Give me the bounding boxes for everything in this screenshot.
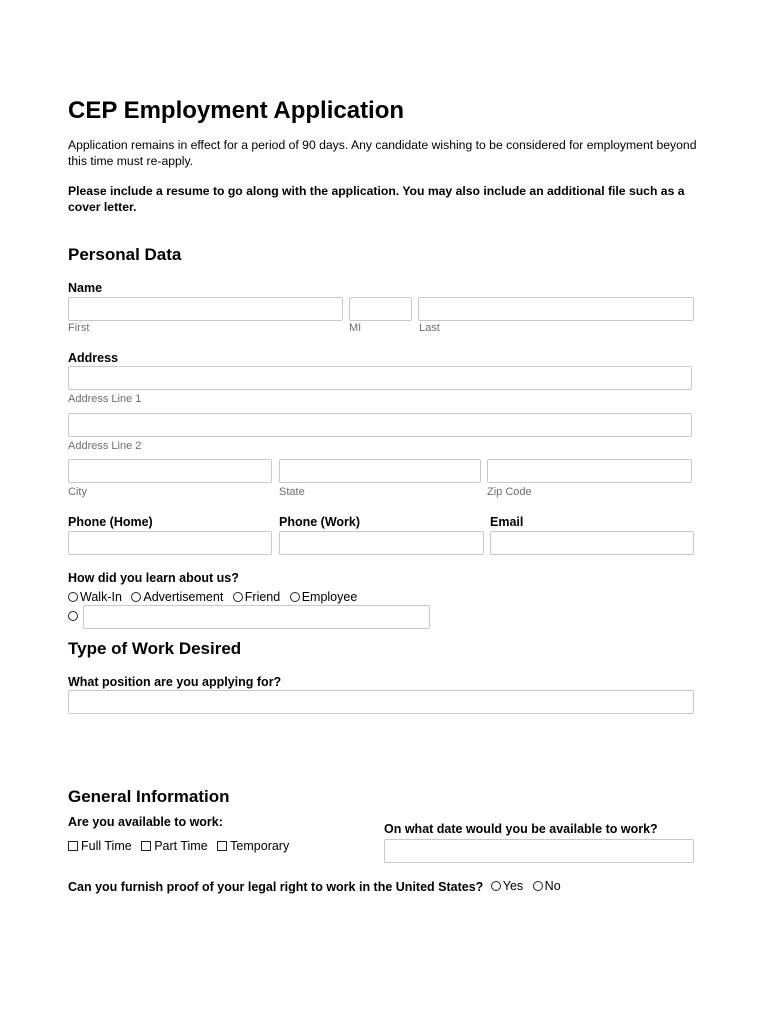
first-sublabel: First [68, 322, 90, 334]
email-input[interactable] [490, 531, 694, 555]
legal-right-row [68, 878, 567, 895]
availability-temporary[interactable]: Temporary [217, 838, 289, 854]
position-label: What position are you applying for? [68, 675, 282, 689]
phone-home-input[interactable] [68, 531, 272, 555]
resume-note: Please include a resume to go along with the application. You may also include an additional file such as a cover letter. [68, 184, 685, 214]
availability-part-time[interactable]: Part Time [141, 838, 208, 854]
address-line2-sublabel: Address Line 2 [68, 440, 142, 452]
mi-sublabel: MI [349, 322, 362, 334]
legal-option-yes[interactable]: Yes [491, 878, 523, 894]
legal-right-label: Can you furnish proof of your legal right to work in the United States? [68, 880, 484, 894]
learn-option-other-radio[interactable] [68, 611, 78, 621]
learn-option-friend[interactable]: Friend [233, 589, 280, 605]
learn-option-walk-in[interactable]: Walk-In [68, 589, 122, 605]
checkbox-icon[interactable] [68, 841, 78, 851]
learn-option-employee[interactable]: Employee [290, 589, 358, 605]
learn-about-options [68, 589, 363, 606]
address-line1-input[interactable] [68, 366, 692, 390]
middle-initial-input[interactable] [349, 297, 412, 321]
learn-option-other-input[interactable] [83, 605, 430, 629]
intro-text: Application remains in effect for a period of 90 days. Any candidate wishing to be considered for employment beyond this time must re-apply. [68, 138, 697, 168]
address-line2-input[interactable] [68, 413, 692, 437]
page-title: CEP Employment Application [68, 97, 405, 124]
legal-option-no[interactable]: No [533, 878, 561, 894]
personal-data-heading: Personal Data [68, 245, 182, 264]
radio-icon[interactable] [233, 592, 243, 602]
state-input[interactable] [279, 459, 481, 483]
first-name-input[interactable] [68, 297, 343, 321]
last-name-input[interactable] [418, 297, 694, 321]
work-desired-heading: Type of Work Desired [68, 639, 242, 658]
phone-work-label: Phone (Work) [279, 515, 361, 529]
last-sublabel: Last [419, 322, 440, 334]
phone-work-input[interactable] [279, 531, 484, 555]
availability-options [68, 838, 295, 855]
radio-icon[interactable] [131, 592, 141, 602]
name-label: Name [68, 281, 103, 295]
zip-code-input[interactable] [487, 459, 692, 483]
available-date-label: On what date would you be available to work? [384, 822, 658, 836]
city-input[interactable] [68, 459, 272, 483]
zip-code-sublabel: Zip Code [487, 486, 532, 498]
radio-icon[interactable] [491, 881, 501, 891]
checkbox-icon[interactable] [217, 841, 227, 851]
general-info-heading: General Information [68, 787, 230, 806]
radio-icon[interactable] [68, 592, 78, 602]
position-input[interactable] [68, 690, 694, 714]
learn-option-advertisement[interactable]: Advertisement [131, 589, 223, 605]
available-date-input[interactable] [384, 839, 694, 863]
address-label: Address [68, 351, 119, 365]
available-label: Are you available to work: [68, 815, 223, 829]
state-sublabel: State [279, 486, 305, 498]
city-sublabel: City [68, 486, 87, 498]
phone-home-label: Phone (Home) [68, 515, 153, 529]
availability-full-time[interactable]: Full Time [68, 838, 132, 854]
email-label: Email [490, 515, 524, 529]
checkbox-icon[interactable] [141, 841, 151, 851]
radio-icon[interactable] [290, 592, 300, 602]
learn-about-label: How did you learn about us? [68, 571, 239, 585]
address-line1-sublabel: Address Line 1 [68, 393, 142, 405]
radio-icon[interactable] [533, 881, 543, 891]
